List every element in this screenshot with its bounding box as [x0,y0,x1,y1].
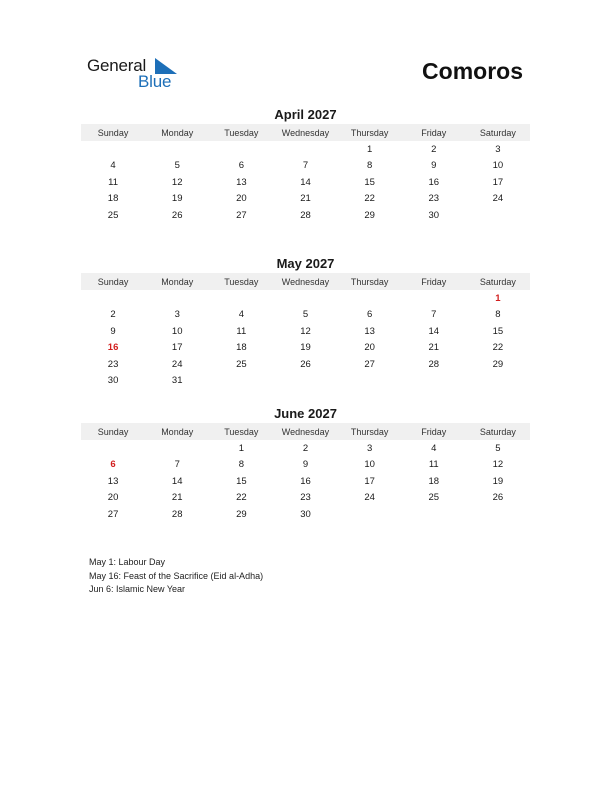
day-cell: 5 [302,309,309,321]
day-cell: 4 [110,160,116,172]
day-cell: 13 [236,176,247,188]
day-cell: 20 [236,193,247,205]
day-cell: 7 [431,309,437,321]
day-cell: 20 [364,342,375,354]
day-cell: 27 [107,508,119,520]
day-cell: 30 [107,375,119,387]
day-cell: 9 [302,459,309,471]
day-cell: 29 [364,209,375,221]
weekday-label: Sunday [97,276,129,287]
logo-general-text: General [87,56,147,75]
day-cell: 13 [364,325,375,337]
month-april [81,107,530,224]
day-cell: 23 [300,492,311,504]
holiday-note: Jun 6: Islamic New Year [89,584,186,594]
day-cell: 15 [236,475,247,487]
day-cell: 18 [236,342,247,354]
weekday-label: Friday [421,426,447,437]
holiday-note: May 1: Labour Day [89,557,166,567]
day-cell: 27 [236,209,247,221]
day-cell: 5 [174,160,180,172]
day-cell: 11 [428,459,439,471]
day-cell: 24 [171,358,183,370]
week-row [81,158,530,175]
day-cell: 2 [110,309,116,321]
day-cell: 17 [171,342,183,354]
day-cell: 22 [236,492,247,504]
country-title: Comoros [422,58,523,84]
day-cell: 8 [238,459,244,471]
month-title: June 2027 [274,406,337,421]
day-cell: 5 [495,442,501,454]
day-cell: 20 [107,492,119,504]
week-row [81,440,530,457]
day-cell: 7 [302,160,309,172]
day-cell: 17 [364,475,375,487]
day-cell: 1 [238,442,244,454]
weekday-label: Saturday [479,127,516,138]
day-cell: 7 [174,459,180,471]
day-cell: 22 [364,193,375,205]
holiday-notes [89,556,263,597]
day-cell: 14 [300,176,311,188]
day-cell: 11 [108,176,118,188]
holiday-note: May 16: Feast of the Sacrifice (Eid al-Adha) [89,570,264,581]
logo [87,56,187,92]
day-cell: 2 [302,442,309,454]
weekday-label: Tuesday [224,426,259,437]
day-cell: 10 [364,459,375,471]
week-row [81,207,530,224]
weekday-label: Saturday [479,276,516,287]
month-may [81,256,530,389]
weekday-label: Wednesday [281,426,330,437]
week-row [81,307,530,324]
day-cell: 24 [492,193,504,205]
day-cell: 9 [431,160,437,172]
day-cell: 28 [428,358,440,370]
month-june [81,406,530,523]
day-cell: 13 [107,475,119,487]
day-cell: 14 [428,325,440,337]
weekday-label: Thursday [350,426,389,437]
day-cell: 31 [171,375,183,387]
day-cell: 19 [300,342,311,354]
week-row [81,490,530,507]
week-row [81,340,530,357]
day-cell: 12 [171,176,183,188]
day-cell: 22 [492,342,504,354]
day-cell: 6 [110,459,116,471]
day-cell: 12 [300,325,311,337]
day-cell: 1 [495,292,501,304]
day-cell: 9 [110,325,116,337]
day-cell: 21 [171,492,183,504]
day-cell: 3 [366,442,373,454]
day-cell: 6 [238,160,244,172]
week-row [81,191,530,208]
day-cell: 4 [238,309,244,321]
month-title: April 2027 [274,107,337,122]
day-cell: 10 [492,160,504,172]
week-row [81,506,530,523]
weekday-label: Friday [421,127,447,138]
day-cell: 23 [107,358,119,370]
logo-blue-text: Blue [138,72,172,91]
day-cell: 10 [171,325,183,337]
day-cell: 25 [428,492,440,504]
day-cell: 19 [171,193,183,205]
day-cell: 25 [107,209,119,221]
day-cell: 18 [107,193,119,205]
day-cell: 30 [428,209,440,221]
day-cell: 3 [495,143,501,155]
weekday-label: Sunday [97,426,129,437]
day-cell: 28 [171,508,183,520]
month-grid [81,141,530,224]
weekday-label: Monday [161,426,194,437]
weekday-label: Wednesday [281,127,330,138]
weekday-header [81,423,530,440]
day-cell: 18 [428,475,440,487]
day-cell: 3 [174,309,180,321]
day-cell: 29 [492,358,504,370]
day-cell: 8 [495,309,501,321]
day-cell: 12 [492,459,504,471]
day-cell: 1 [366,143,373,155]
day-cell: 16 [300,475,311,487]
weekday-label: Tuesday [224,276,259,287]
weekday-header [81,124,530,141]
day-cell: 26 [492,492,504,504]
weekday-label: Monday [161,276,194,287]
day-cell: 26 [171,209,183,221]
week-row [81,323,530,340]
day-cell: 29 [236,508,247,520]
week-row [81,290,530,307]
day-cell: 27 [364,358,375,370]
week-row [81,141,530,158]
day-cell: 25 [236,358,247,370]
weekday-label: Thursday [350,127,389,138]
weekday-label: Sunday [97,127,129,138]
week-row [81,174,530,191]
day-cell: 21 [300,193,311,205]
weekday-label: Wednesday [281,276,330,287]
day-cell: 26 [300,358,311,370]
day-cell: 19 [492,475,504,487]
day-cell: 11 [236,325,247,337]
day-cell: 16 [428,176,440,188]
day-cell: 23 [428,193,440,205]
weekday-label: Tuesday [224,127,259,138]
weekday-label: Monday [161,127,194,138]
month-grid [81,440,530,523]
day-cell: 15 [364,176,375,188]
weekday-label: Thursday [350,276,389,287]
weekday-header [81,273,530,290]
day-cell: 4 [431,442,437,454]
weekday-label: Friday [421,276,447,287]
month-title: May 2027 [276,256,335,271]
day-cell: 15 [492,325,504,337]
day-cell: 8 [366,160,373,172]
day-cell: 21 [428,342,440,354]
week-row [81,473,530,490]
day-cell: 28 [300,209,311,221]
day-cell: 16 [107,342,119,354]
day-cell: 30 [300,508,311,520]
day-cell: 24 [364,492,375,504]
day-cell: 2 [431,143,437,155]
month-grid [81,290,530,389]
day-cell: 14 [171,475,183,487]
week-row [81,373,530,390]
day-cell: 6 [366,309,373,321]
week-row [81,356,530,373]
day-cell: 17 [492,176,504,188]
week-row [81,457,530,474]
weekday-label: Saturday [479,426,516,437]
